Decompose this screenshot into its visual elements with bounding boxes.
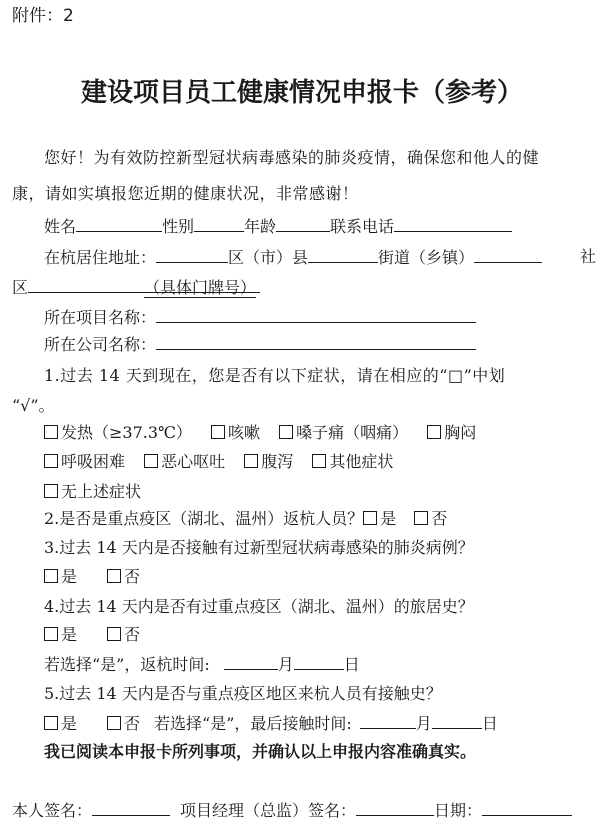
q3-text: 3.过去 14 天内是否接触有过新型冠状病毒感染的肺炎病例？ (44, 538, 474, 557)
symptom-label: 发热（≥37.3℃） (61, 423, 192, 442)
q5-no-checkbox[interactable] (107, 716, 121, 730)
q2-row (44, 509, 447, 529)
symptom-label: 呼吸困难 (61, 452, 126, 471)
intro-line-2: 康，请如实填报您近期的健康状况，非常感谢！ (12, 184, 359, 203)
q4-day-label: 日 (343, 655, 360, 674)
house-number-label: （具体门牌号） (144, 278, 257, 297)
q1-options-row-3 (44, 482, 141, 502)
project-name-field[interactable] (156, 307, 476, 323)
gender-label: 性别 (162, 217, 195, 236)
q4-yes-label: 是 (61, 625, 78, 644)
project-name-label: 所在项目名称： (44, 308, 157, 327)
company-name-field[interactable] (156, 334, 476, 350)
page-title: 建设项目员工健康情况申报卡（参考） (80, 78, 523, 108)
symptom-none-checkbox[interactable] (44, 484, 58, 498)
q5-contact-prefix: 若选择“是”，最后接触时间: (154, 714, 352, 733)
community-label-a: 社 (580, 247, 597, 266)
street-field[interactable] (308, 247, 378, 263)
symptom-other-checkbox[interactable] (312, 454, 326, 468)
q4-no-label: 否 (124, 625, 141, 644)
age-label: 年龄 (244, 217, 277, 236)
symptom-chest-tightness-checkbox[interactable] (427, 425, 441, 439)
company-row (44, 334, 476, 355)
q4-no-checkbox[interactable] (107, 627, 121, 641)
district-label: 区（市）县 (228, 248, 309, 267)
q5-yes-checkbox[interactable] (44, 716, 58, 730)
signature-row (12, 800, 572, 821)
q2-no-checkbox[interactable] (414, 511, 428, 525)
q5-day-field[interactable] (432, 713, 482, 729)
project-row (44, 307, 476, 328)
attachment-label: 附件：2 (12, 6, 74, 26)
q5-yes-label: 是 (61, 714, 78, 733)
self-signature-label: 本人签名： (12, 801, 93, 820)
q2-no-label: 否 (431, 509, 448, 528)
symptom-label: 嗓子痛（咽痛） (296, 423, 409, 442)
community-field[interactable] (474, 247, 542, 263)
name-label: 姓名 (44, 217, 77, 236)
street-label: 街道（乡镇） (378, 248, 475, 267)
address-row (44, 247, 542, 268)
manager-signature-field[interactable] (356, 800, 434, 816)
q4-month-label: 月 (277, 655, 294, 674)
symptom-label: 腹泻 (261, 452, 294, 471)
date-label: 日期： (434, 801, 483, 820)
q4-options (44, 625, 140, 645)
q4-return-prefix: 若选择“是”，返杭时间: (44, 655, 210, 674)
symptom-label: 其他症状 (329, 452, 394, 471)
phone-label: 联系电话 (330, 217, 395, 236)
community-label-b: 区 (12, 278, 29, 297)
q1-line-1: 1.过去 14 天到现在，您是否有以下症状，请在相应的“□”中划 (44, 366, 506, 385)
manager-signature-label: 项目经理（总监）签名： (180, 801, 357, 820)
symptom-diarrhea-checkbox[interactable] (244, 454, 258, 468)
q5-text: 5.过去 14 天内是否与重点疫区地区来杭人员有接触史？ (44, 684, 442, 703)
phone-field[interactable] (394, 216, 512, 232)
symptom-label: 无上述症状 (61, 482, 142, 501)
company-name-label: 所在公司名称： (44, 335, 157, 354)
q3-no-label: 否 (124, 567, 141, 586)
symptom-nausea-checkbox[interactable] (144, 454, 158, 468)
q2-yes-label: 是 (380, 509, 397, 528)
q1-options-row-1 (44, 423, 490, 443)
symptom-label: 恶心呕吐 (161, 452, 226, 471)
district-field[interactable] (156, 247, 228, 263)
q1-options-row-2 (44, 452, 407, 472)
q5-no-label: 否 (124, 714, 141, 733)
q5-day-label: 日 (481, 714, 498, 733)
q5-row (44, 713, 498, 734)
intro-line-1: 您好！为有效防控新型冠状病毒感染的肺炎疫情，确保您和他人的健 (44, 148, 540, 167)
q5-month-label: 月 (415, 714, 432, 733)
symptom-label: 咳嗽 (228, 423, 261, 442)
q4-text: 4.过去 14 天内是否有过重点疫区（湖北、温州）的旅居史？ (44, 597, 474, 616)
q4-yes-checkbox[interactable] (44, 627, 58, 641)
q5-month-field[interactable] (360, 713, 416, 729)
symptom-label: 胸闷 (444, 423, 477, 442)
q3-options (44, 567, 140, 587)
basic-info-row (44, 216, 512, 237)
q2-yes-checkbox[interactable] (363, 511, 377, 525)
gender-field[interactable] (194, 216, 244, 232)
symptom-fever-checkbox[interactable] (44, 425, 58, 439)
q3-yes-checkbox[interactable] (44, 569, 58, 583)
symptom-cough-checkbox[interactable] (211, 425, 225, 439)
q4-month-field[interactable] (224, 654, 278, 670)
declaration-text: 我已阅读本申报卡所列事项，并确认以上申报内容准确真实。 (44, 742, 477, 761)
q2-text: 2.是否是重点疫区（湖北、温州）返杭人员？ (44, 509, 364, 528)
age-field[interactable] (276, 216, 330, 232)
address-label: 在杭居住地址： (44, 248, 157, 267)
q3-no-checkbox[interactable] (107, 569, 121, 583)
q4-day-field[interactable] (294, 654, 344, 670)
symptom-sore-throat-checkbox[interactable] (279, 425, 293, 439)
address-row-2 (12, 277, 256, 298)
self-signature-field[interactable] (92, 800, 170, 816)
date-field[interactable] (482, 800, 572, 816)
q4-return-row (44, 654, 360, 675)
name-field[interactable] (76, 216, 162, 232)
q3-yes-label: 是 (61, 567, 78, 586)
symptom-dyspnea-checkbox[interactable] (44, 454, 58, 468)
q1-line-2: “√”。 (12, 396, 55, 415)
